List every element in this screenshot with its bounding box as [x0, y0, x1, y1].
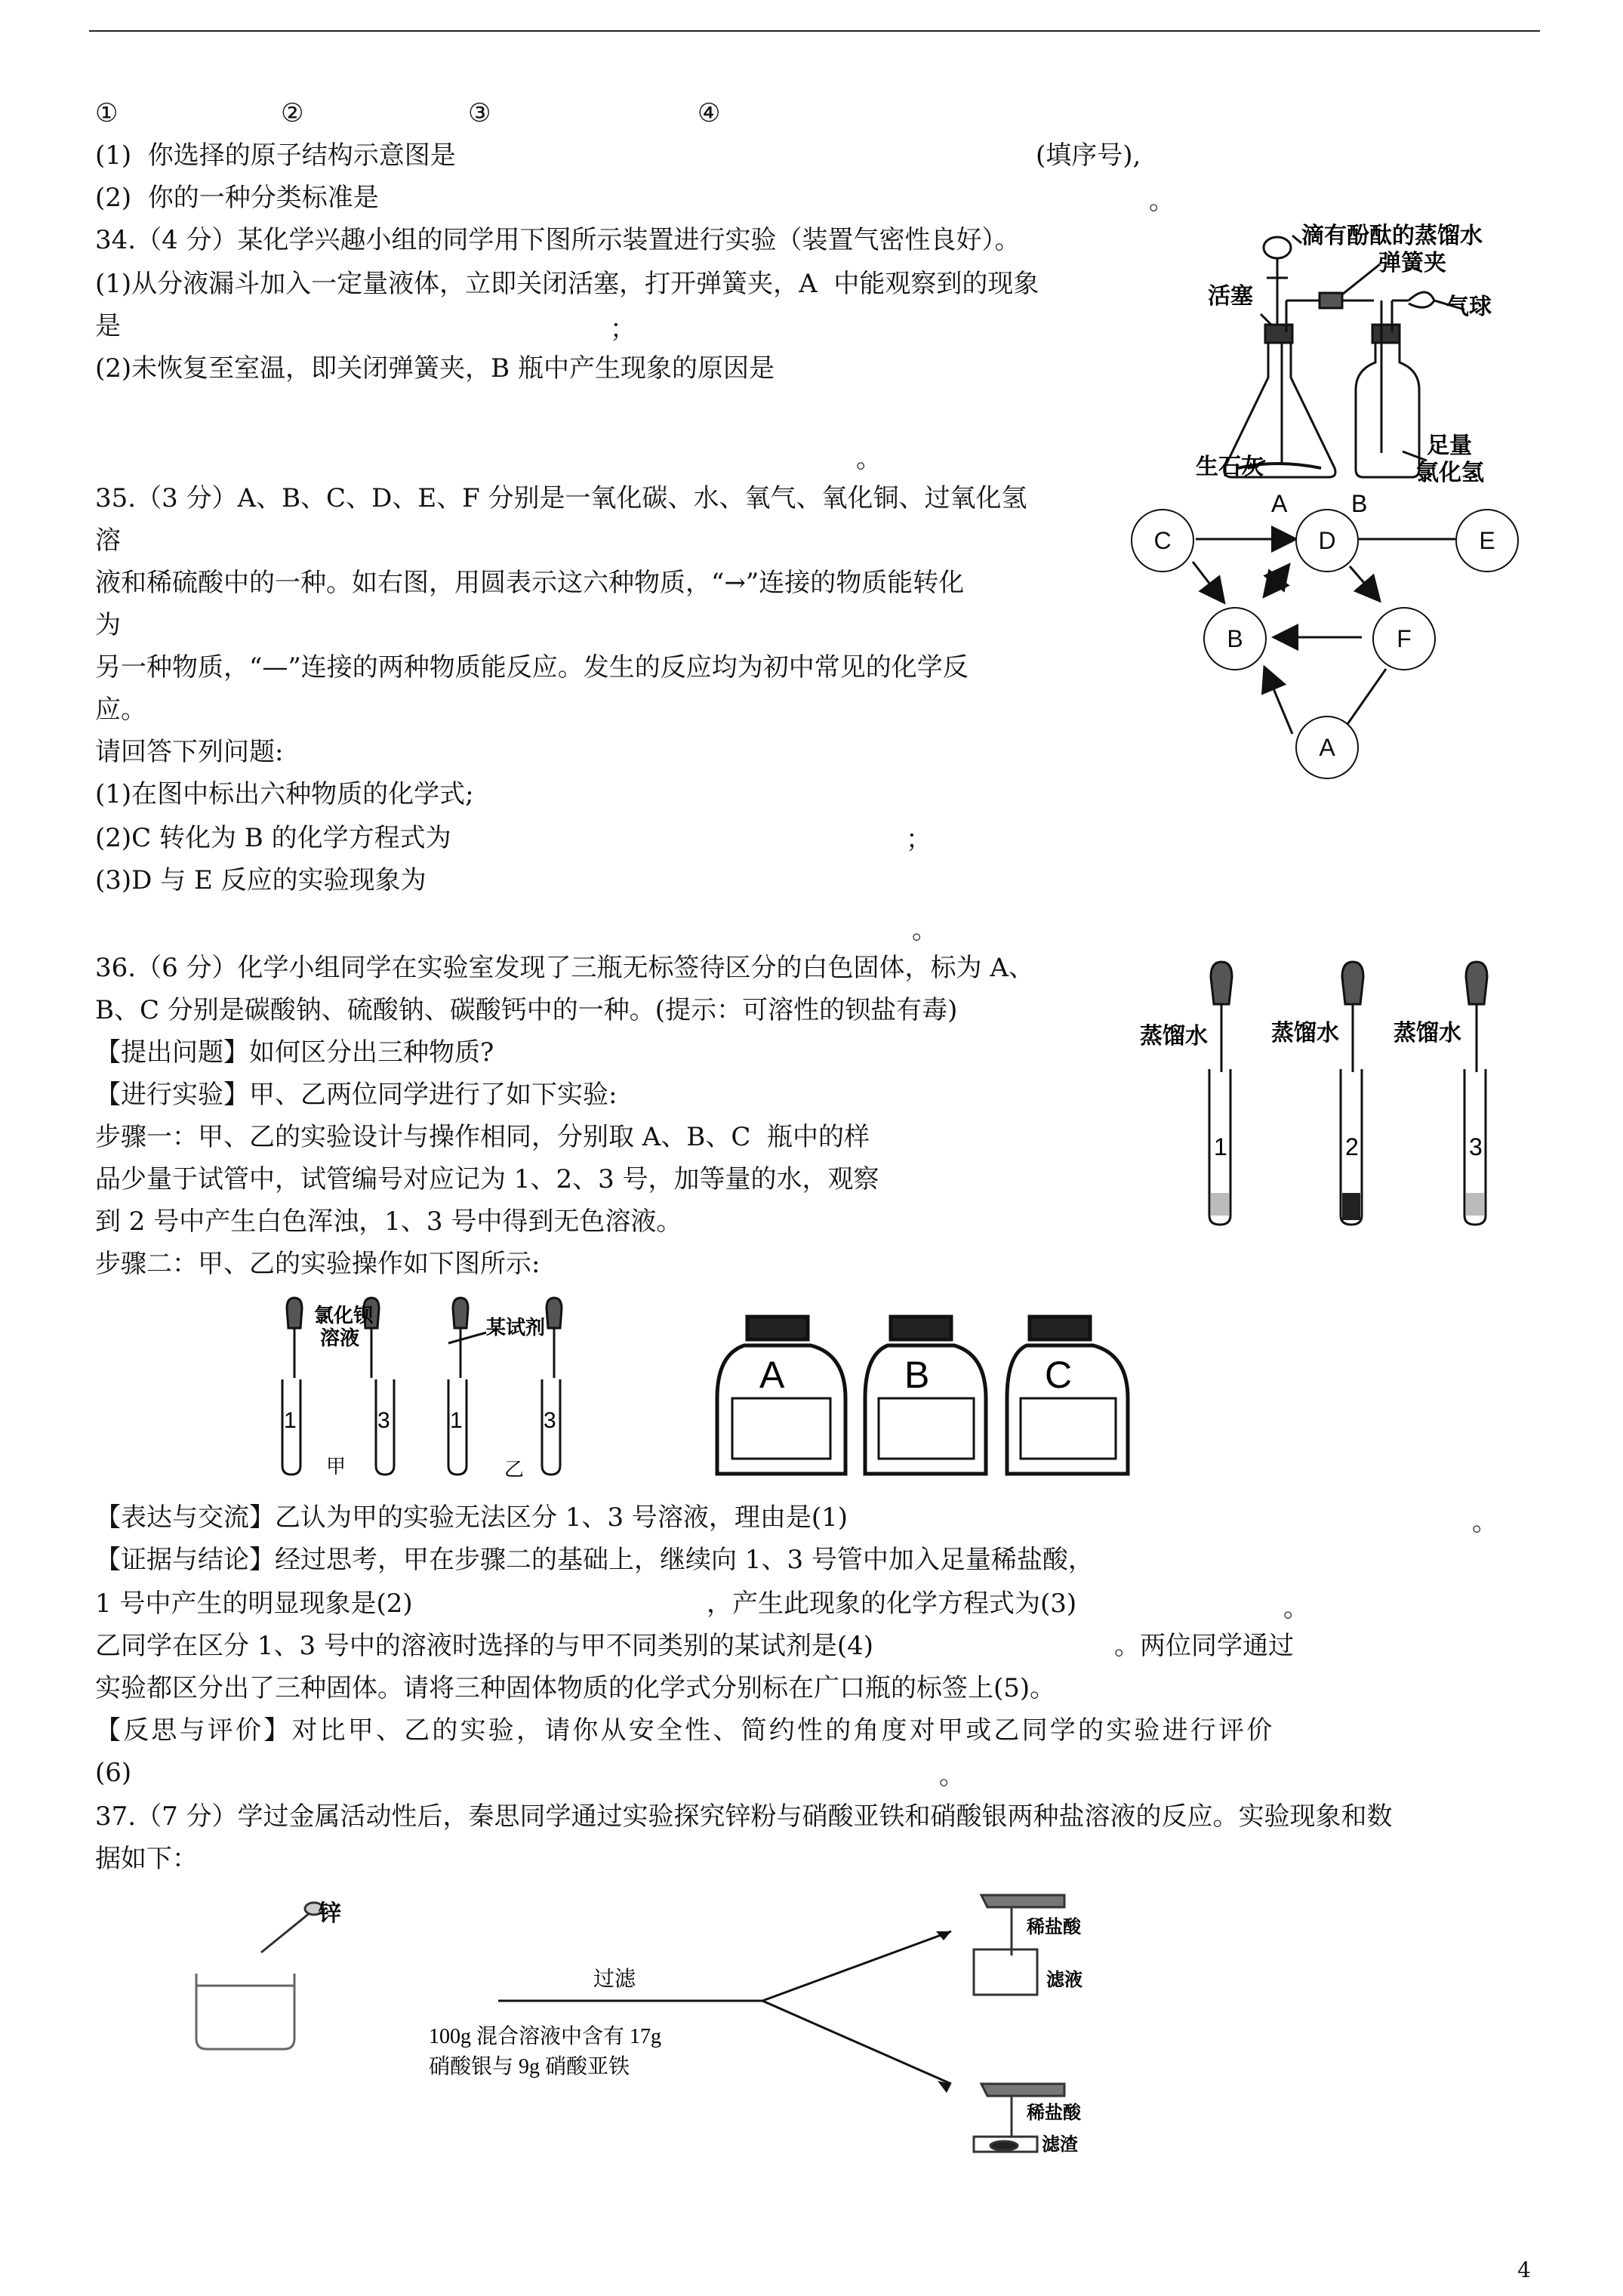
label-balloon: 气球	[1446, 294, 1492, 319]
bottle-label-a: A	[759, 1354, 785, 1396]
node-b: B	[1203, 607, 1267, 670]
q36-line9: 【表达与交流】乙认为甲的实验无法区分 1、3 号溶液，理由是(1)	[95, 1502, 848, 1533]
q35-line7: 请回答下列问题:	[95, 737, 284, 767]
filter-label: 过滤	[593, 1968, 636, 1991]
q36-line13: 实验都区分出了三种固体。请将三种固体物质的化学式分别标在广口瓶的标签上(5)。	[95, 1673, 1056, 1703]
node-a: A	[1295, 716, 1359, 779]
q35-line11: 。	[912, 915, 938, 945]
q35-line4: 为	[95, 610, 121, 640]
header-rule	[89, 30, 1540, 32]
step2-tube-1a: 1	[284, 1408, 297, 1433]
label-hcl-1: 足量	[1427, 433, 1472, 458]
label-clamp: 弹簧夹	[1378, 251, 1446, 276]
q36-line14: 【反思与评价】对比甲、乙的实验，请你从安全性、简约性的角度对甲或乙同学的实验进行评价	[95, 1715, 1275, 1746]
q36-line8: 步骤二：甲、乙的实验操作如下图所示:	[95, 1249, 540, 1279]
q36-line6: 品少量于试管中，试管编号对应记为 1、2、3 号，加等量的水，观察	[95, 1164, 879, 1194]
bottles-figure	[717, 1315, 1140, 1485]
q34-line3b: ；	[610, 314, 636, 344]
q37-title: 37.（7 分）学过金属活动性后，秦思同学通过实验探究锌粉与硝酸亚铁和硝酸银两种盐溶液的反应。实验现象和数	[95, 1801, 1393, 1832]
q35-line9: (2)C 转化为 B 的化学方程式为	[95, 823, 451, 853]
option-1: ①	[95, 98, 119, 128]
tube-number-1: 1	[1214, 1133, 1227, 1160]
q35-line8: (1)在图中标出六种物质的化学式;	[95, 779, 474, 809]
q33-line1-end: (填序号),	[1036, 140, 1141, 171]
bacl2-label-2: 溶液	[320, 1327, 360, 1349]
bottle-label-c: C	[1045, 1354, 1073, 1396]
q35-title: 35.（3 分）A、B、C、D、E、F 分别是一氧化碳、水、氧气、氧化铜、过氧化氢	[95, 483, 1027, 513]
q36-line15-end: 。	[939, 1761, 965, 1791]
q36-title: 36.（6 分）化学小组同学在实验室发现了三瓶无标签待区分的白色固体，标为 A、	[95, 953, 1034, 983]
tube-number-3: 3	[1469, 1133, 1483, 1160]
q35-line2: 溶	[95, 525, 121, 556]
q36-line5: 步骤一：甲、乙的实验设计与操作相同，分别取 A、B、C 瓶中的样	[95, 1122, 870, 1152]
bottle-label-b: B	[904, 1354, 930, 1396]
tube-2-group	[1341, 962, 1363, 1225]
hcl-top-label: 稀盐酸	[1027, 1917, 1081, 1937]
q34-line3a: 是	[95, 311, 121, 341]
q35-line5: 另一种物质，“—”连接的两种物质能反应。发生的反应均为初中常见的化学反	[95, 652, 969, 683]
q35-line6: 应。	[95, 695, 146, 725]
zinc-experiment-figure	[189, 1865, 1117, 2155]
q36-line11b: ，产生此现象的化学方程式为(3)	[707, 1589, 1077, 1619]
q34-title: 34.（4 分）某化学兴趣小组的同学用下图所示装置进行实验（装置气密性良好）。	[95, 225, 1021, 255]
label-flask-a: A	[1271, 490, 1288, 517]
q35-line3: 液和稀硫酸中的一种。如右图，用圆表示这六种物质，“→”连接的物质能转化	[95, 568, 965, 598]
label-water: 滴有酚酞的蒸馏水	[1301, 223, 1483, 248]
q34-line4: (2)未恢复至室温，即关闭弹簧夹，B 瓶中产生现象的原因是	[95, 353, 775, 384]
q36-line4: 【进行实验】甲、乙两位同学进行了如下实验:	[95, 1080, 617, 1110]
q34-line5: 。	[856, 444, 882, 474]
q36-line7: 到 2 号中产生白色浑浊，1、3 号中得到无色溶液。	[95, 1207, 682, 1237]
zinc-label: 锌	[319, 1901, 341, 1926]
tube-3-group	[1464, 962, 1487, 1225]
q36-line11-end: 。	[1283, 1593, 1309, 1623]
step2-tube-3b: 3	[544, 1408, 556, 1433]
q36-line2: B、C 分别是碳酸钠、硫酸钠、碳酸钙中的一种。(提示：可溶性的钡盐有毒)	[95, 995, 958, 1025]
q36-line9-end: 。	[1472, 1507, 1498, 1537]
label-bottle-b: B	[1351, 490, 1368, 517]
q36-line12b: 。两位同学通过	[1114, 1631, 1294, 1661]
option-3: ③	[468, 98, 491, 128]
node-c: C	[1131, 509, 1194, 572]
label-yi: 乙	[504, 1458, 525, 1481]
q33-line2-end: 。	[1149, 186, 1175, 216]
label-stopcock: 活塞	[1208, 284, 1253, 309]
page-number: 4	[1517, 2257, 1531, 2282]
filtrate-label: 滤液	[1046, 1970, 1083, 1990]
bacl2-label-1: 氯化钡	[314, 1304, 374, 1327]
residue-label: 滤渣	[1042, 2134, 1078, 2155]
q35-line9-end: ；	[906, 824, 932, 855]
water-label-3: 蒸馏水	[1394, 1021, 1461, 1046]
hcl-bottom-label: 稀盐酸	[1027, 2103, 1081, 2123]
label-jia: 甲	[326, 1455, 346, 1478]
mixture-line1: 100g 混合溶液中含有 17g	[429, 2025, 662, 2048]
q36-line15: (6)	[95, 1758, 132, 1788]
step-two-tubes-figure	[272, 1295, 604, 1480]
q36-line11a: 1 号中产生的明显现象是(2)	[95, 1589, 413, 1619]
label-hcl-2: 氯化氢	[1416, 461, 1484, 485]
step2-tube-1b: 1	[450, 1408, 463, 1433]
node-d: D	[1295, 509, 1359, 572]
water-label-1: 蒸馏水	[1140, 1024, 1208, 1049]
option-2: ②	[281, 98, 304, 128]
q36-line10: 【证据与结论】经过思考，甲在步骤二的基础上，继续向 1、3 号管中加入足量稀盐酸，	[95, 1545, 1094, 1575]
step2-tube-3a: 3	[377, 1408, 390, 1433]
q36-line3: 【提出问题】如何区分出三种物质?	[95, 1037, 494, 1068]
apparatus-figure	[1196, 219, 1555, 517]
node-e: E	[1455, 509, 1519, 572]
q33-line2: (2) 你的一种分类标准是	[95, 183, 379, 213]
water-label-2: 蒸馏水	[1271, 1021, 1339, 1046]
q33-line1: (1) 你选择的原子结构示意图是	[95, 140, 456, 171]
option-4: ④	[698, 98, 721, 128]
q35-line10: (3)D 与 E 反应的实验现象为	[95, 865, 427, 895]
q37-line2: 据如下：	[95, 1844, 198, 1874]
node-f: F	[1372, 607, 1436, 670]
tube-number-2: 2	[1345, 1133, 1359, 1160]
mixture-line2: 硝酸银与 9g 硝酸亚铁	[429, 2055, 630, 2079]
q34-line2: (1)从分液漏斗加入一定量液体，立即关闭活塞，打开弹簧夹，A 中能观察到的现象	[95, 269, 1039, 299]
test-tubes-figure	[1140, 959, 1517, 1231]
reagent-label: 某试剂	[486, 1316, 546, 1339]
label-lime: 生石灰	[1196, 455, 1264, 479]
tube-1-group	[1209, 962, 1232, 1225]
q36-line12a: 乙同学在区分 1、3 号中的溶液时选择的与甲不同类别的某试剂是(4)	[95, 1631, 874, 1661]
